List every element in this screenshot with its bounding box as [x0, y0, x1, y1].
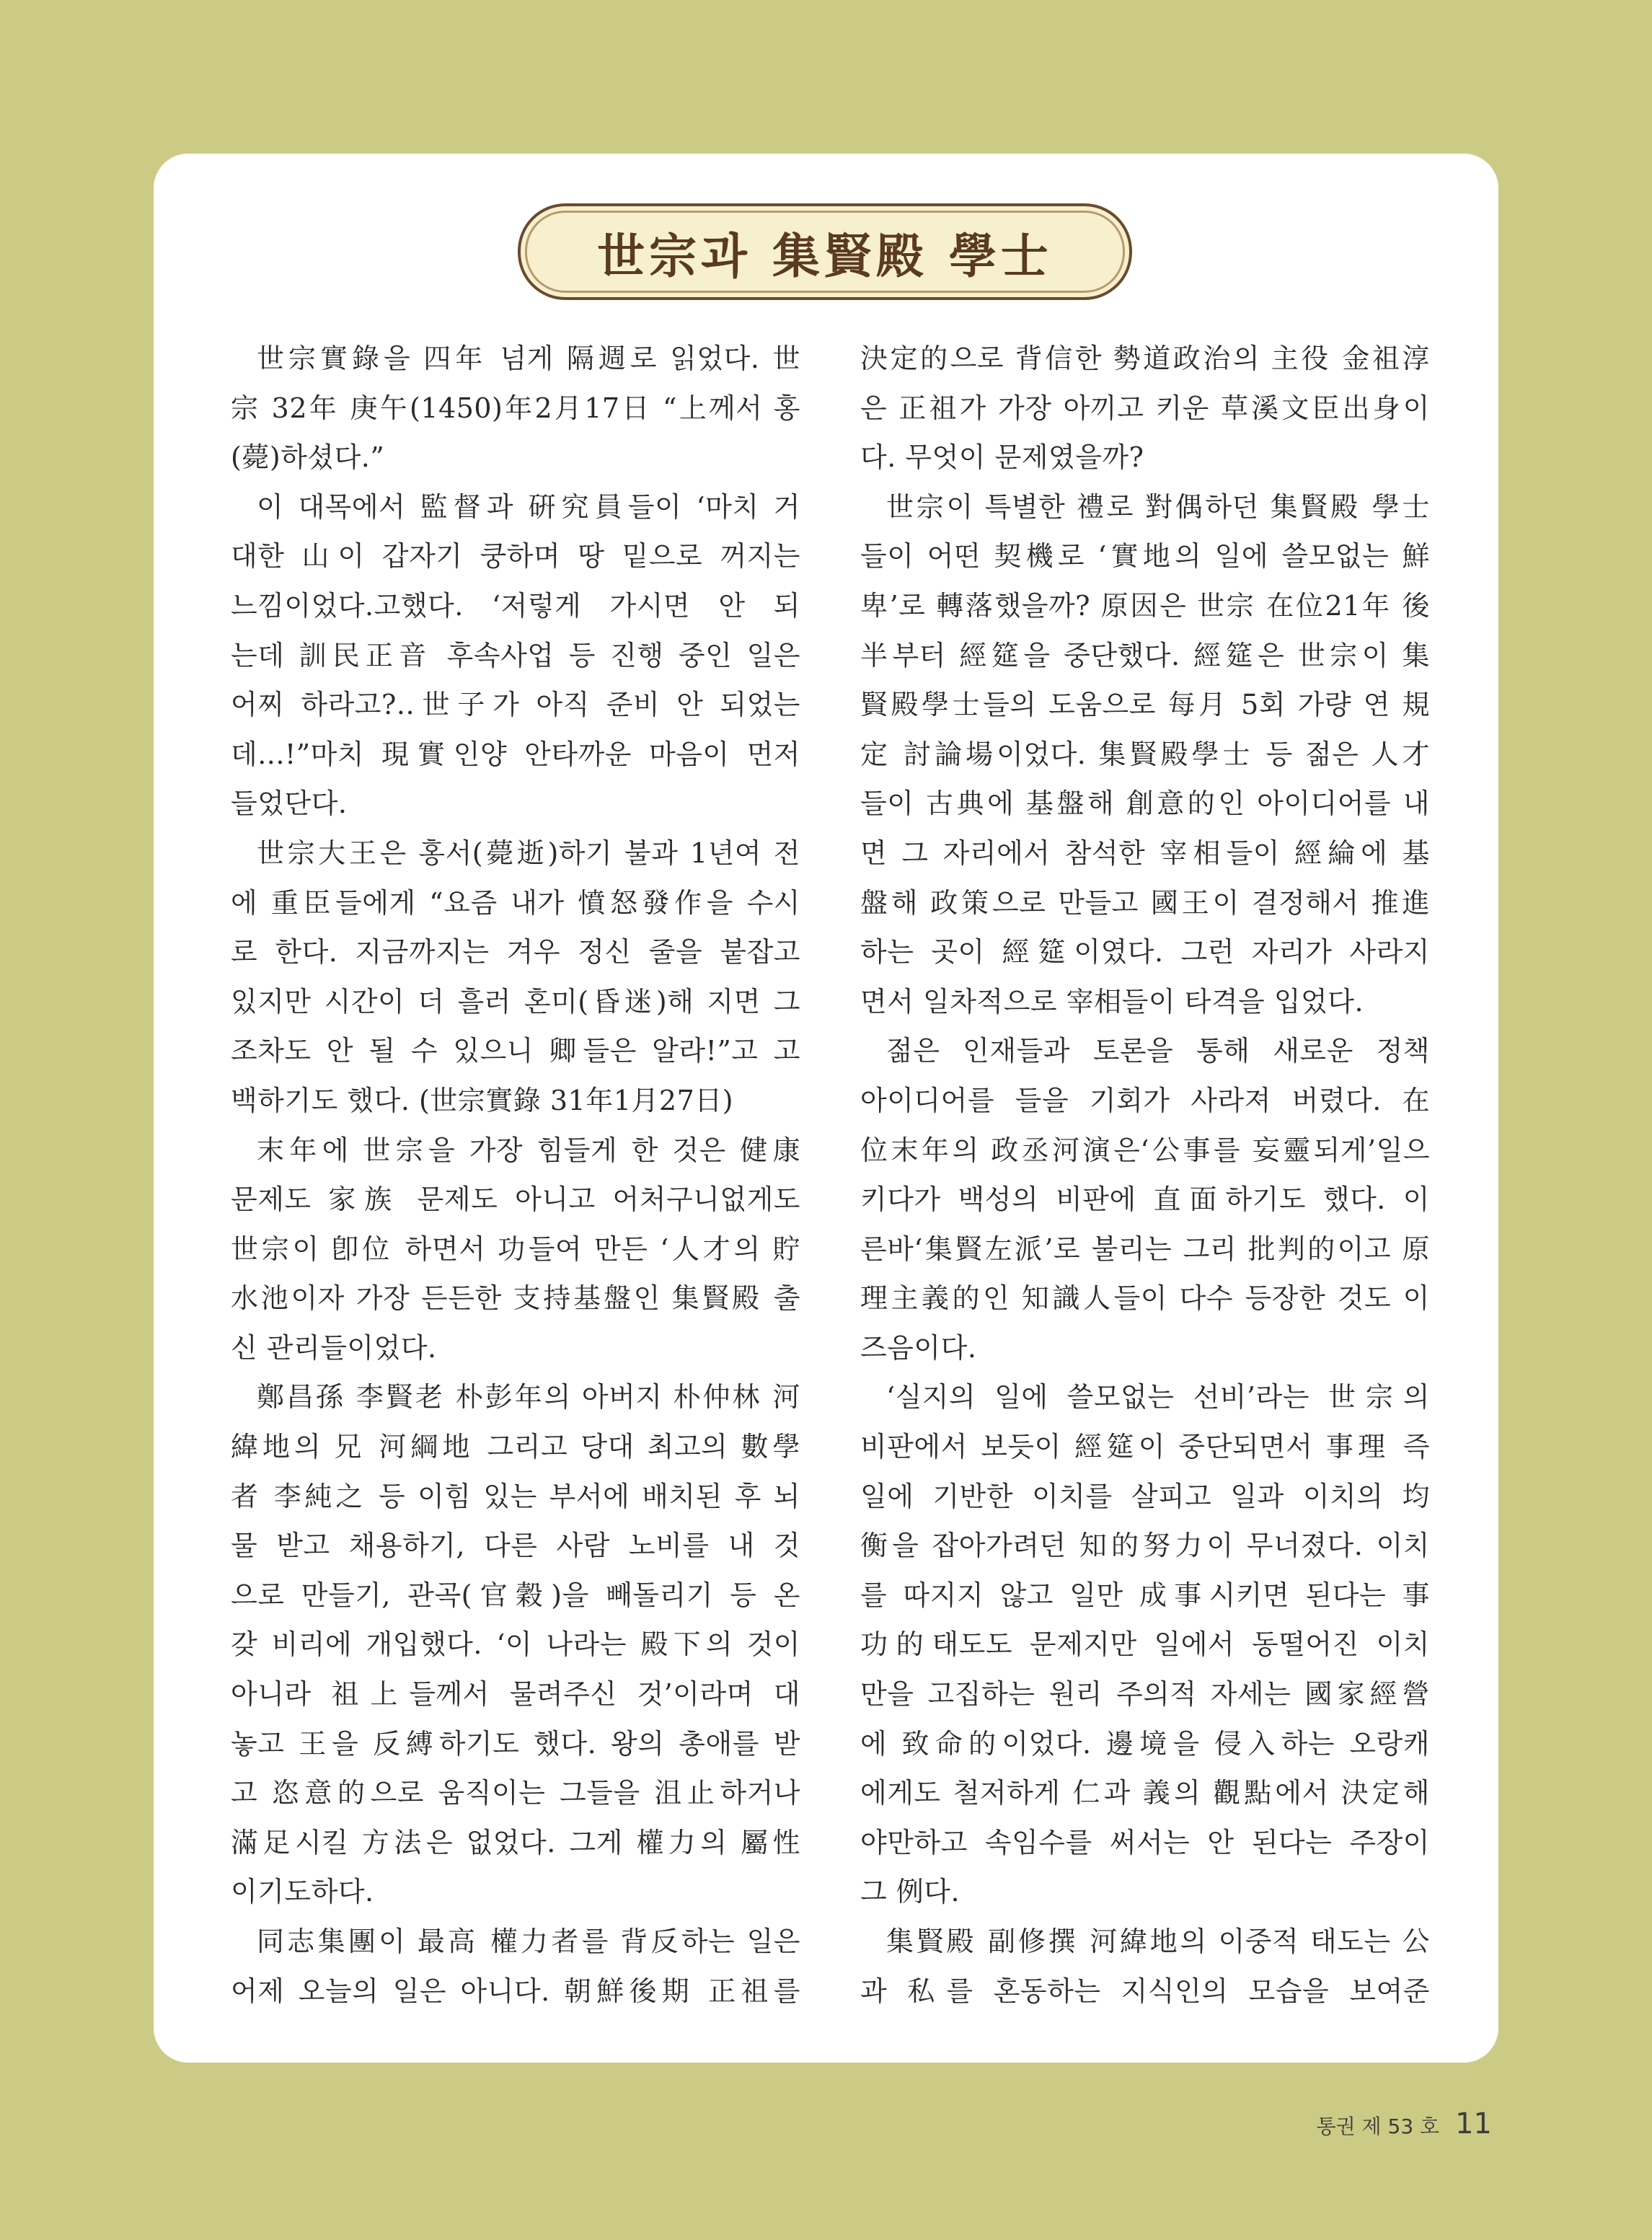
text-line: 들었단다. [231, 788, 348, 820]
text-line: 은 正祖가 가장 아끼고 키운 草溪文臣出身이 [860, 392, 1430, 424]
text-line: 로 한다. 지금까지는 겨우 정신 줄을 붙잡고 [231, 936, 800, 969]
text-line: 滿足시킬 方法은 없었다. 그게 權力의 屬性 [231, 1826, 800, 1858]
title-banner [518, 203, 1132, 300]
text-line: 키다가 백성의 비판에 直面하기도 했다. 이 [860, 1183, 1430, 1216]
text-line: ‘실지의 일에 쓸모없는 선비’라는 世宗의 [886, 1381, 1430, 1414]
text-line: 즈음이다. [860, 1331, 977, 1364]
text-line: 갖 비리에 개입했다. ‘이 나라는 殿下의 것이 [231, 1628, 800, 1661]
text-line: 世宗이 卽位 하면서 功들여 만든 ‘人才의 貯 [231, 1233, 800, 1265]
text-line: 조차도 안 될 수 있으니 卿들은 알라!”고 고 [231, 1035, 800, 1067]
text-line: 들이 어떤 契機로 ‘實地의 일에 쓸모없는 鮮 [860, 540, 1430, 573]
page-number: 11 [1455, 2107, 1492, 2140]
left-text-column [231, 334, 800, 2016]
issue-label: 통권 제 53 호 [1316, 2115, 1440, 2138]
text-line: 卑’로 轉落했을까? 原因은 世宗 在位21年 後 [860, 589, 1430, 622]
text-line: 대한 山이 갑자기 쿵하며 땅 밑으로 꺼지는 [231, 540, 800, 573]
text-line: 면서 일차적으로 宰相들이 타격을 입었다. [860, 985, 1364, 1018]
text-line: 물 받고 채용하기, 다른 사람 노비를 내 것 [231, 1530, 800, 1562]
text-line: 다. 무엇이 문제였을까? [860, 441, 1144, 474]
text-line: 衡을 잡아가려던 知的努力이 무너졌다. 이치 [860, 1530, 1430, 1562]
text-line: 데...!”마치 現實인양 안타까운 마음이 먼저 [231, 738, 800, 770]
text-line: 그 例다. [860, 1876, 960, 1908]
text-line: 놓고 王을 反縛하기도 했다. 왕의 총애를 받 [231, 1727, 800, 1760]
text-line: 고 恣意的으로 움직이는 그들을 沮止하거나 [231, 1777, 800, 1809]
text-line: 어찌 하라고?..世子가 아직 준비 안 되었는 [231, 689, 800, 721]
page-footer [1317, 2107, 1492, 2140]
text-line: 에 致命的이었다. 邊境을 侵入하는 오랑캐 [860, 1727, 1430, 1760]
text-line: 同志集團이 最高 權力者를 背反하는 일은 [257, 1926, 800, 1957]
text-line: 末年에 世宗을 가장 힘들게 한 것은 健康 [257, 1134, 800, 1166]
text-line: 水池이자 가장 든든한 支持基盤인 集賢殿 출 [231, 1282, 800, 1315]
text-line: 定 討論場이었다. 集賢殿學士 등 젊은 人才 [860, 738, 1430, 770]
text-line: 신 관리들이었다. [231, 1331, 437, 1364]
text-line: 이기도하다. [231, 1876, 374, 1908]
text-line: 는데 訓民正音 후속사업 등 진행 중인 일은 [231, 639, 800, 671]
text-line: 宗 32年 庚午(1450)年2月17日 “上께서 홍 [231, 392, 800, 424]
text-line: 하는 곳이 經筵이였다. 그런 자리가 사라지 [860, 936, 1430, 969]
page-title: 世宗과 集賢殿 學士 [597, 227, 1053, 284]
text-line: 理主義的인 知識人들이 다수 등장한 것도 이 [860, 1282, 1430, 1315]
text-line: 賢殿學士들의 도움으로 每月 5회 가량 연 規 [860, 689, 1430, 721]
right-text-column [860, 334, 1430, 2016]
text-line: 어제 오늘의 일은 아니다. 朝鮮後期 正祖를 [231, 1975, 800, 2007]
text-line: 에게도 철저하게 仁과 義의 觀點에서 決定해 [860, 1777, 1430, 1809]
text-line: 과 私를 혼동하는 지식인의 모습을 보여준 [860, 1975, 1430, 2007]
text-line: 만을 고집하는 원리 주의적 자세는 國家經營 [860, 1678, 1430, 1711]
text-line: 功的태도도 문제지만 일에서 동떨어진 이치 [860, 1628, 1430, 1661]
text-line: 젊은 인재들과 토론을 통해 새로운 정책 [886, 1035, 1430, 1067]
text-line: 盤해 政策으로 만들고 國王이 결정해서 推進 [860, 886, 1430, 919]
text-line: 世宗實錄을 四年 넘게 隔週로 읽었다. 世 [257, 343, 800, 374]
text-line: 半부터 經筵을 중단했다. 經筵은 世宗이 集 [860, 639, 1430, 671]
text-line: 른바‘集賢左派’로 불리는 그리 批判的이고 原 [860, 1233, 1430, 1265]
text-line: 들이 古典에 基盤해 創意的인 아이디어를 내 [860, 788, 1430, 820]
text-line: 비판에서 보듯이 經筵이 중단되면서 事理 즉 [860, 1431, 1430, 1463]
text-line: 世宗大王은 홍서(薨逝)하기 불과 1년여 전 [257, 837, 800, 869]
text-line: 으로 만들기, 관곡(官穀)을 빼돌리기 등 온 [231, 1579, 800, 1611]
text-line: 면 그 자리에서 참석한 宰相들이 經綸에 基 [860, 837, 1430, 869]
text-line: 決定的으로 背信한 勢道政治의 主役 金祖淳 [860, 343, 1430, 374]
text-line: 世宗이 특별한 禮로 對偶하던 集賢殿 學士 [886, 490, 1430, 523]
text-line: 아니라 祖上들께서 물려주신 것’이라며 대 [231, 1678, 800, 1711]
text-line: 이 대목에서 監督과 硏究員들이 ‘마치 거 [257, 490, 800, 523]
text-line: 백하기도 했다. (世宗實錄 31年1月27日) [231, 1084, 734, 1116]
text-line: 鄭昌孫 李賢老 朴彭年의 아버지 朴仲林 河 [257, 1381, 800, 1414]
text-line: 緯地의 兄 河綱地 그리고 당대 최고의 數學 [231, 1431, 800, 1463]
text-line: 있지만 시간이 더 흘러 혼미(昏迷)해 지면 그 [231, 985, 800, 1018]
text-line: 에 重臣들에게 “요즘 내가 憤怒發作을 수시 [231, 886, 800, 919]
text-line: 아이디어를 들을 기회가 사라져 버렸다. 在 [860, 1084, 1430, 1116]
text-line: 位末年의 政丞河演은‘公事를 妄靈되게’일으 [860, 1134, 1430, 1166]
text-line: 者 李純之 등 이힘 있는 부서에 배치된 후 뇌 [231, 1480, 800, 1512]
text-line: 를 따지지 않고 일만 成事시키면 된다는 事 [860, 1579, 1430, 1611]
text-line: 일에 기반한 이치를 살피고 일과 이치의 均 [860, 1480, 1430, 1512]
text-line: 문제도 家族 문제도 아니고 어처구니없게도 [231, 1183, 800, 1216]
text-line: 集賢殿 副修撰 河緯地의 이중적 태도는 公 [886, 1926, 1430, 1957]
text-line: 야만하고 속임수를 써서는 안 된다는 주장이 [860, 1826, 1430, 1858]
text-line: 느낌이었다.고했다. ‘저렇게 가시면 안 되 [231, 589, 800, 622]
text-line: (薨)하셨다.” [231, 441, 385, 474]
